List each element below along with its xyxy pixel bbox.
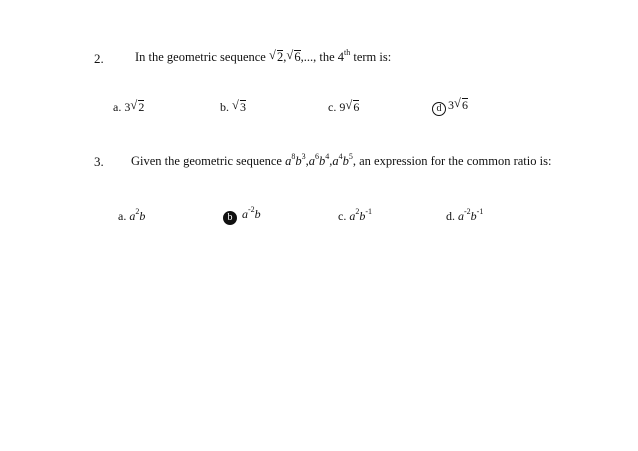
selected-answer-mark: d <box>432 102 446 116</box>
q2-stem: In the geometric sequence √ 2,√ 6,..., the 4th term is: <box>135 50 391 64</box>
q2-option-c[interactable]: c. 9√ 6 <box>328 100 359 114</box>
q3-option-d[interactable]: d. $a^{-2}b^{-1}$ <box>446 207 484 223</box>
q3-number: 3. <box>94 154 104 169</box>
q2-term1: √ 2 <box>269 50 283 64</box>
q2-stem-end: term is: <box>350 50 392 64</box>
q2-stem-ellipsis: ,..., the 4 <box>300 50 344 64</box>
q2-number: 2. <box>94 51 104 66</box>
q3-option-b[interactable]: b $a^{-2}b$ <box>223 208 261 225</box>
q2-option-a[interactable]: a. 3√ 2 <box>113 100 144 114</box>
q2-term2: √ 6 <box>286 50 300 64</box>
q2-option-b[interactable]: b. √ 3 <box>220 100 246 114</box>
q3-option-a[interactable]: a. $a^2b$ <box>118 207 146 223</box>
q2-option-d[interactable]: d 3√ 6 <box>432 98 468 116</box>
q3-stem: Given the geometric sequence $a^8b^3,a^6b^4,a^4b^5$, an expression for the common ratio is: <box>131 151 552 168</box>
selected-answer-mark: b <box>223 211 237 225</box>
q2-stem-sup: th <box>344 47 351 57</box>
q2-stem-intro: In the geometric sequence <box>135 50 269 64</box>
q3-option-c[interactable]: c. $a^2b^{-1}$ <box>338 207 372 223</box>
